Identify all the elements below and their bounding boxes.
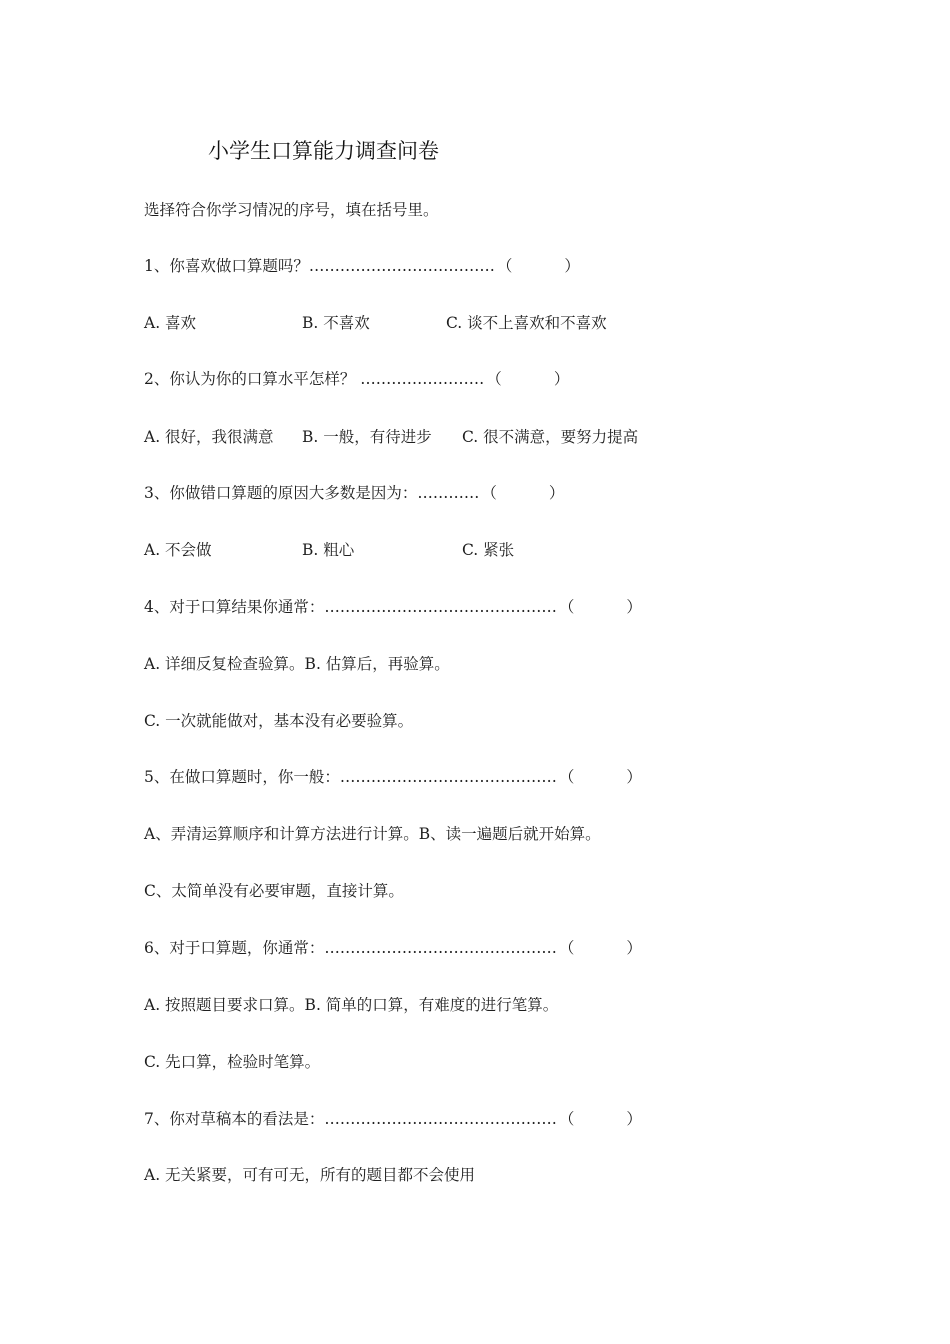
option-c: C. 很不满意，要努力提高 (462, 428, 639, 446)
document-title: 小学生口算能力调查问卷 (208, 139, 439, 163)
leader-dots: …………………… (360, 370, 485, 388)
leader-dots: ……………………………………… (324, 598, 557, 616)
instruction-text: 选择符合你学习情况的序号，填在括号里。 (144, 201, 439, 219)
answer-paren-close: ） (626, 1110, 642, 1128)
option-a: A. 喜欢 (144, 314, 197, 332)
leader-dots: ……………………………… (308, 257, 495, 275)
question-5 (144, 766, 642, 788)
answer-paren-close: ） (626, 768, 642, 786)
answer-paren-open: （ (558, 939, 575, 957)
option-a: A. 很好，我很满意 (144, 428, 274, 446)
answer-paren-open: （ (496, 257, 513, 275)
answer-paren-close: ） (626, 939, 642, 957)
option-c: C. 谈不上喜欢和不喜欢 (446, 314, 607, 332)
question-4-text: 4、对于口算结果你通常： (144, 598, 325, 616)
answer-paren-close: ） (553, 370, 570, 388)
question-5-options-line-2: C、太简单没有必要审题，直接计算。 (144, 882, 404, 900)
option-a: A. 不会做 (144, 541, 212, 559)
question-5-text: 5、在做口算题时，你一般： (144, 768, 340, 786)
question-2-options (144, 426, 864, 448)
option-c: C. 紧张 (462, 541, 515, 559)
answer-paren-close: ） (548, 484, 565, 502)
question-1 (144, 255, 580, 277)
option-b: B. 一般，有待进步 (302, 428, 432, 446)
question-6-options-line-1: A. 按照题目要求口算。B. 简单的口算，有难度的进行笔算。 (144, 996, 559, 1014)
question-1-options (144, 312, 844, 334)
leader-dots: ………… (417, 484, 480, 502)
question-7-text: 7、你对草稿本的看法是： (144, 1110, 325, 1128)
question-6-options-line-2: C. 先口算，检验时笔算。 (144, 1053, 321, 1071)
question-6 (144, 937, 642, 959)
question-3-text: 3、你做错口算题的原因大多数是因为： (144, 484, 418, 502)
question-4-options-line-2: C. 一次就能做对，基本没有必要验算。 (144, 712, 414, 730)
option-b: B. 粗心 (302, 541, 355, 559)
answer-paren-close: ） (564, 257, 580, 275)
question-6-text: 6、对于口算题，你通常： (144, 939, 325, 957)
answer-paren-open: （ (558, 768, 575, 786)
question-7 (144, 1108, 642, 1130)
question-5-options-line-1: A、弄清运算顺序和计算方法进行计算。B、读一遍题后就开始算。 (144, 825, 601, 843)
answer-paren-open: （ (558, 598, 575, 616)
question-7-options-line-1: A. 无关紧要，可有可无，所有的题目都不会使用 (144, 1166, 476, 1184)
option-b: B. 不喜欢 (302, 314, 370, 332)
question-2-text: 2、你认为你的口算水平怎样？ (144, 370, 361, 388)
question-3-options (144, 539, 844, 561)
leader-dots: ……………………………………… (324, 939, 557, 957)
answer-paren-open: （ (481, 484, 497, 502)
question-2 (144, 368, 569, 390)
answer-paren-close: ） (626, 598, 642, 616)
leader-dots: ……………………………………… (324, 1110, 557, 1128)
question-1-text: 1、你喜欢做口算题吗？ (144, 257, 309, 275)
leader-dots: …………………………………… (339, 768, 557, 786)
answer-paren-open: （ (558, 1110, 575, 1128)
question-3 (144, 482, 564, 504)
question-4-options-line-1: A. 详细反复检查验算。B. 估算后，再验算。 (144, 655, 450, 673)
answer-paren-open: （ (486, 370, 502, 388)
question-4 (144, 596, 642, 618)
